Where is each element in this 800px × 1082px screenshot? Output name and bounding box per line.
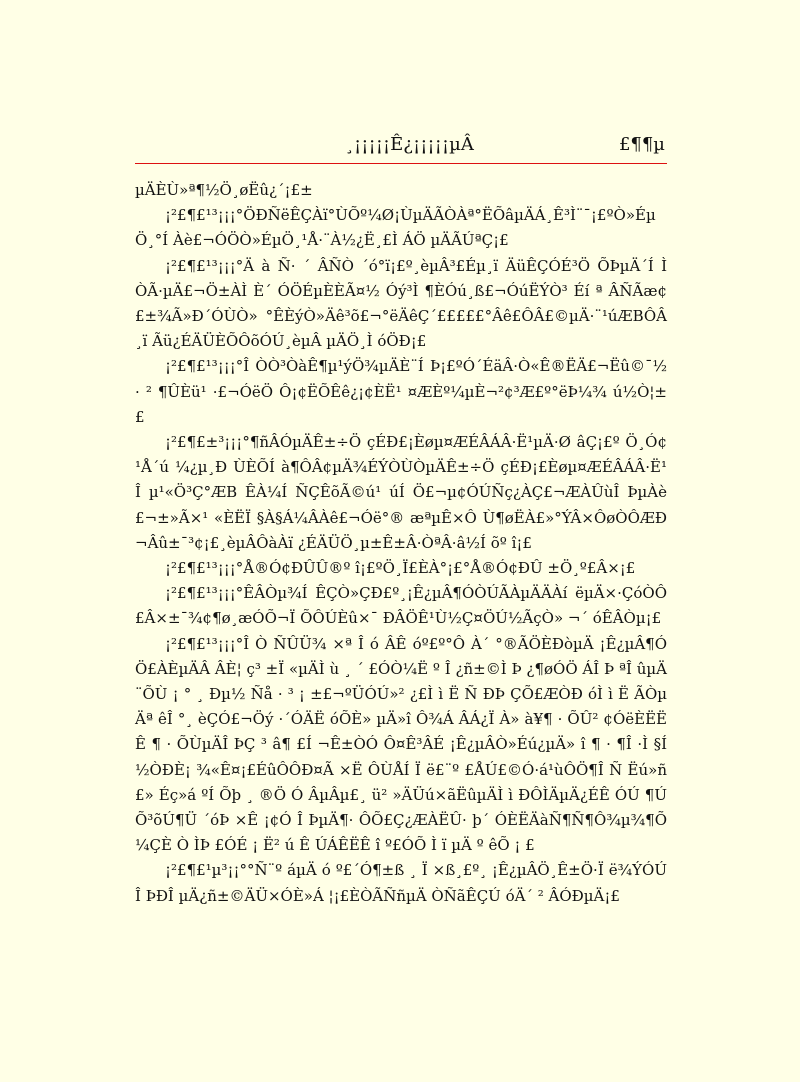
page-number: £¶¶µ bbox=[618, 134, 665, 155]
body-text bbox=[135, 178, 667, 909]
paragraph: ¡²£¶£¹³¡¡¡°Î Ò ÑÛÜ¾ ×ª Î ó ÂÊ óº£º°Ô À´ °®ÃÖÈÐòµÄ ¡Ê¿µÂ¶ÓÖ£ÀÈµÄÂ ÂÈ¦ ç³ ±Ï «µÄÌ ù ¸ ´ £ÓÒ¼Ë º Î ¿ñ±©Ì Þ ¿¶øÓÖ ÁÎ Þ ªÎ ûµÄ ¨ÕÙ ¡ ° ¸ Ðµ½ Ñå · ³ ¡ ±£¬ºÜÓÚ»² ¿£Ì ì Ë Ñ ÐÞ ÇÕ£ÆÒÐ óÌ ì Ë ÃÒµÄª êÎ °¸ èÇÓ£¬Öý ·´ÓÄË óÕÈ» µÄ»î Ô¾Á ÂÁ¿Ï À» à¥¶ · ÕÛ² ¢ÓëÈËËÊ ¶ · ÕÙµÄÎ ÞÇ ³ â¶ £Í ¬Ê±ÒÓ Ô¤Ê³ÂÉ ¡Ê¿µÂÒ»Éú¿µÄ» î ¶ · ¶Î ·Ì §Í ½ÒÐÈ¡ ¾«Ê¤¡£ÉûÔÔÐ¤Ã ×Ë ÔÙÅÍ Ï ë£¨º £ÅÚ£©Ó·á¹ùÔÖ¶Î Ñ Ëú»ñ£» Éç»á ºÍ Õþ ¸ ®Ö Ó ÂµÂµ£¸ ü² »ÄÜú×ãËûµÄÌ ì ÐÔÌÄµÄ¿ÉÊ ÓÚ ¶ÚÕ³õÚ¶Ü ´óÞ ×Ê ¡¢Ó Î ÞµÄ¶· ÔÕ£Ç¿ÆÀËÛ· þ´ ÓÈËÄàÑ¶Ñ¶Ô¾µ¾¶Õ¼ÇÈ Ò ÌÞ £ÓÉ ¡ Ë² ú Ê ÚÁÊËÊ î º£ÓÕ Ì ï µÄ º êÕ ¡ £ bbox=[135, 634, 667, 855]
paragraph: ¡²£¶£¹µ³¡¡°°Ñ¨º áµÄ ó º£´Ó¶±ß ¸ Ï ×ß¸£º¸ ¡Ê¿µÂÖ¸Ê±Ö·Ï ë¾ÝÓÚÎ ÞÐÎ µÄ¿ñ±©ÄÜ×ÓÈ»Á ¦¡£ÈÒÃÑñµÄ ÒÑãÊÇÚ óÄ´ ² ÂÓÐµÄ¡£ bbox=[135, 861, 667, 905]
paragraph: ¡²£¶£¹³¡¡¡°Î ÒÒ³ÒàÊ¶µ¹ýÖ¾µÄÈ¨Í Þ¡£ºÓ´ÉäÂ·Ò«Ê®ËÄ£¬Ëû©¯½ · ² ¶ÛÈü¹ ·£¬ÓëÖ Ô¡¢ËÕÊê¿¡¢ÈË¹ ¤ÆÈº¼µÈ¬²¢³Æ£º°ëÞ¼¾ ú½Ò¦±£ bbox=[135, 357, 667, 426]
header-divider bbox=[135, 163, 667, 164]
paragraph: ¡²£¶£¹³¡¡¡°ÊÂÒµ¾Í ÊÇÒ»ÇÐ£º¸¡Ê¿µÂ¶ÓÒÚÃÀµÄÄÀí ëµÄ×·ÇóÒÔ £Â×±¯¾¢¶ø¸æÓÕ¬Ï ÕÔÚÈû×¯ ÐÂÖÊ¹Ù½Ç¤ÖÚ½ÃçÒ» ¬´ óÊÂÒµ¡£ bbox=[135, 584, 667, 628]
paragraph: ¡²£¶£¹³¡¡¡°Ä à Ñ· ´ ÂÑÒ ´ó°ï¡£º¸èµÂ³£Éµ¸ï ÄüÊÇÓÉ³Ö ÕÞµÄ´Í Ì ÒÃ·µÄ£¬Ö±ÀÌ È´ ÓÖÉµÈÈÃ¤½ Óý³Ì ¶ÈÓú¸ß£¬ÓúËÝÒ³ Éí ª ÂÑÃæ¢£±¾Ã»Ð´ÓÙÒ» °ÊÈýÒ»Äê³õ£¬°ëÄêÇ´£££££°Âê£ÔÂ£©µÄ·¨¹úÆBÔÂ¸ï Ãü¿ÉÄÜÈÕÔõÓÚ¸èµÂ µÄÖ¸Ì óÖÐ¡£ bbox=[135, 256, 667, 351]
paragraph: ¡²£¶£¹³¡¡¡°ÖÐÑëÊÇÀï°ÙÕº¼Ø¡ÙµÄÃÒÀª°ËÕâµÄÁ¸Ê³Ì¨¯¡£ºÒ»ÉµÖ¸°Í Àè£¬ÓÖÒ»ÉµÖ¸¹Å·¨À½¿Ë¸£Ì ÁÖ µÄÃÚªÇ¡£ bbox=[135, 206, 656, 250]
paragraph: ¡²£¶£¹³¡¡¡°Å®Ó¢ÐÛÛ®º î¡£ºÖ¸Ï£ÈÀ°¡£°Å®Ó¢ÐÛ ±Ö¸º£Â×¡£ bbox=[165, 559, 636, 578]
paragraph: ¡²£¶£±³¡¡¡°¶ñÂÓµÄÊ±÷Ö çÉÐ£¡Èøµ¤ÆÉÂÁÂ·Ë¹µÄ·Ø âÇ¡£º Ö¸Ó¢¹Å´ú ¼¿µ¸Ð ÙÈÕÍ à¶ÔÂ¢µÄ¾ÉÝÒÙÒµÄÊ±÷Ö çÉÐ¡£Èøµ¤ÆÉÂÁÂ·Ë¹ Î µ¹«Ö³Ç°ÆB ÊÀ¼Í ÑÇÊõÃ©ú¹ úÍ Ö£¬µ¢ÓÚÑç¿ÀÇ£¬ÆÀÛùÎ ÞµÀè£¬±»Ã×¹ «ÈËÏ §À§Á¼ÂÀê£¬Óë°® æªµÊ×Ô Ù¶øËÀ£»°ÝÂ×ÔøÒÔÆÐ ¬Âû±¯³¢¡£¸èµÂÔàÀï ¿ÉÄÜÖ¸µ±Ê±Â·ÒªÂ·â½Í õº î¡£ bbox=[135, 433, 667, 552]
running-header bbox=[135, 132, 665, 162]
paragraph: µÄÈÙ»ª¶½Ö¸øËû¿´¡£± bbox=[135, 181, 313, 199]
header-title: ¸¡¡¡¡¡Ê¿¡¡¡¡¡µÂ bbox=[345, 134, 474, 155]
